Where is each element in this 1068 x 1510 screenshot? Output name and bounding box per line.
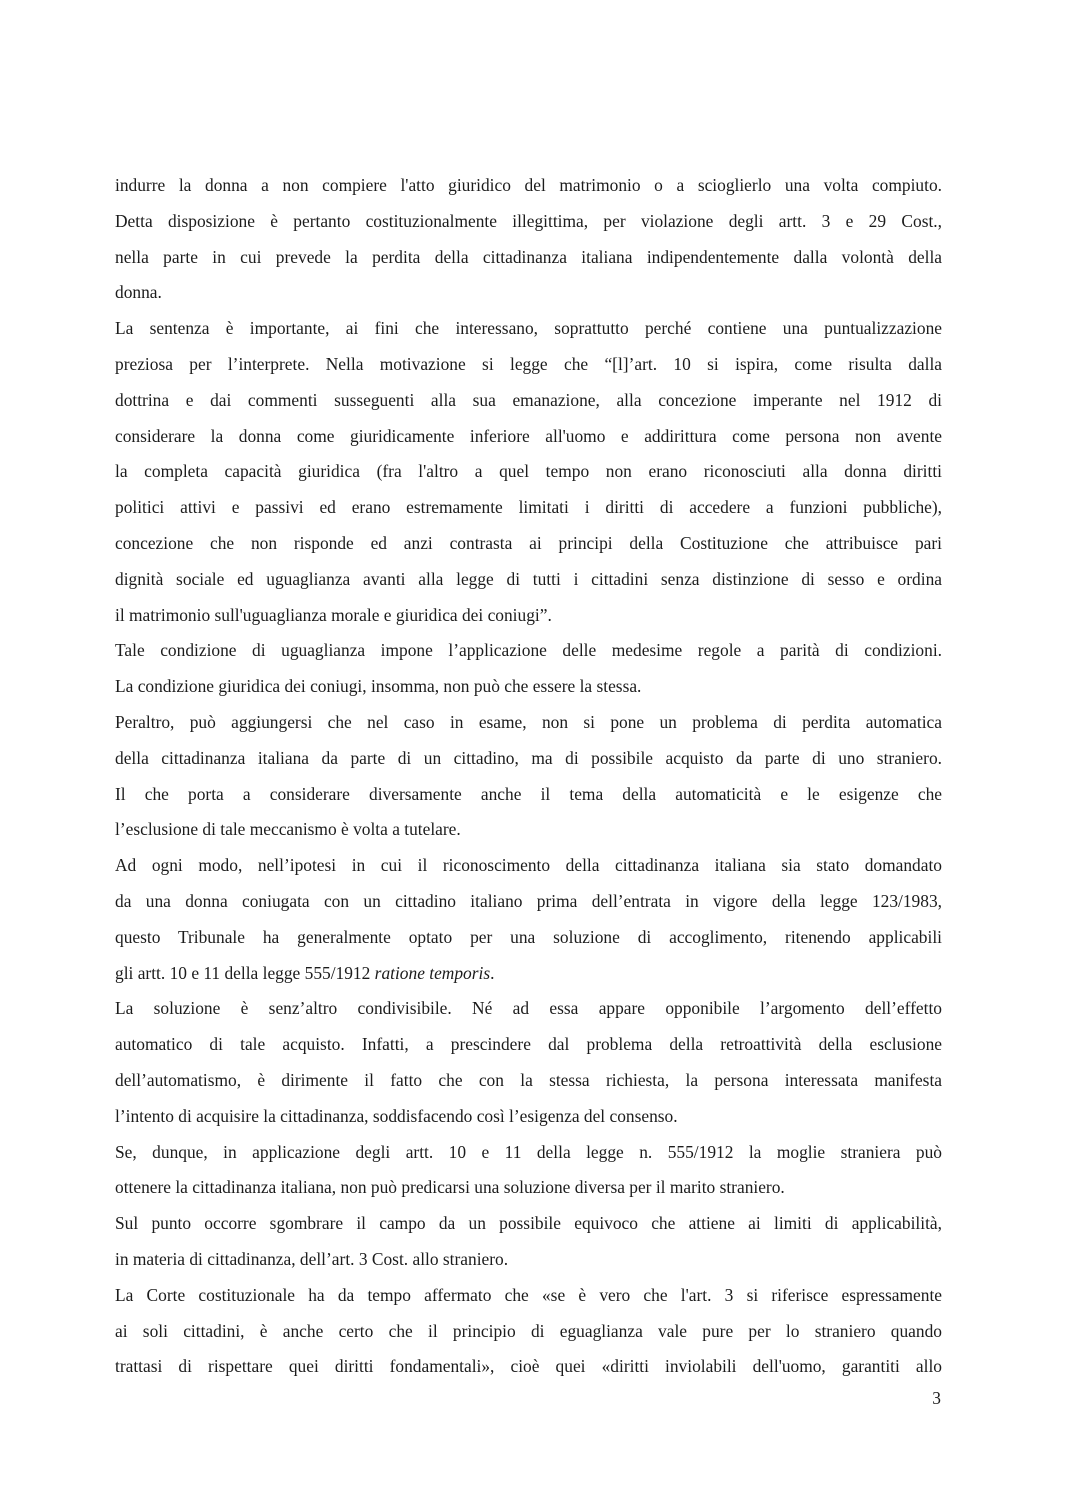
text-line-content: dignità sociale ed uguaglianza avanti alla legge di tutti i cittadini senza distinzione di sesso e ordina xyxy=(115,568,942,589)
text-line xyxy=(115,705,942,741)
text-line xyxy=(115,991,942,1027)
text-line-content: il matrimonio sull'uguaglianza morale e giuridica dei coniugi”. xyxy=(115,604,552,625)
text-line-content: l’intento di acquisire la cittadinanza, soddisfacendo così l’esigenza del consenso. xyxy=(115,1105,678,1126)
text-line xyxy=(115,812,942,848)
text-line-content: ottenere la cittadinanza italiana, non può predicarsi una soluzione diversa per il marito straniero. xyxy=(115,1177,785,1198)
text-line xyxy=(115,419,942,455)
italic-phrase: ratione temporis xyxy=(374,962,491,983)
text-line-content: Peraltro, può aggiungersi che nel caso in esame, non si pone un problema di perdita automatica xyxy=(115,711,942,732)
text-line xyxy=(115,204,942,240)
text-line xyxy=(115,168,942,204)
text-line-content: gli artt. 10 e 11 della legge 555/1912 xyxy=(115,962,375,983)
text-line xyxy=(115,240,942,276)
text-line-content: nella parte in cui prevede la perdita della cittadinanza italiana indipendentemente dalla volontà della xyxy=(115,246,942,267)
text-line xyxy=(115,347,942,383)
text-line-content: preziosa per l’interprete. Nella motivazione si legge che “[l]’art. 10 si ispira, come risulta dalla xyxy=(115,353,942,374)
text-line xyxy=(115,1349,942,1385)
text-line-content: l’esclusione di tale meccanismo è volta a tutelare. xyxy=(115,819,461,840)
text-line xyxy=(115,920,942,956)
text-line xyxy=(115,848,942,884)
text-line-content: considerare la donna come giuridicamente inferiore all'uomo e addirittura come persona non avente xyxy=(115,425,942,446)
text-line-content: trattasi di rispettare quei diritti fondamentali», cioè quei «diritti inviolabili dell'uomo, garantiti allo xyxy=(115,1356,942,1377)
text-line xyxy=(115,562,942,598)
text-line xyxy=(115,490,942,526)
text-line-content: dottrina e dai commenti susseguenti alla sua emanazione, alla concezione imperante nel 1912 di xyxy=(115,389,942,410)
text-line-content: dell’automatismo, è dirimente il fatto che con la stessa richiesta, la persona interessata manifesta xyxy=(115,1069,942,1090)
text-line-content: Ad ogni modo, nell’ipotesi in cui il riconoscimento della cittadinanza italiana sia stato domandato xyxy=(115,855,942,876)
text-line-content: La sentenza è importante, ai fini che interessano, soprattutto perché contiene una puntualizzazione xyxy=(115,318,942,339)
text-line-content: della cittadinanza italiana da parte di un cittadino, ma di possibile acquisto da parte di uno straniero. xyxy=(115,747,942,768)
text-line xyxy=(115,275,942,311)
text-line xyxy=(115,1027,942,1063)
text-line-content: Se, dunque, in applicazione degli artt. 10 e 11 della legge n. 555/1912 la moglie straniera può xyxy=(115,1141,942,1162)
text-line-content: La soluzione è senz’altro condivisibile. Né ad essa appare opponibile l’argomento dell’effetto xyxy=(115,998,942,1019)
text-line-content: Il che porta a considerare diversamente anche il tema della automaticità e le esigenze che xyxy=(115,783,942,804)
text-line xyxy=(115,1135,942,1171)
text-line xyxy=(115,956,942,992)
text-line-content: ai soli cittadini, è anche certo che il principio di eguaglianza vale pure per lo straniero quando xyxy=(115,1320,942,1341)
text-line xyxy=(115,884,942,920)
text-line xyxy=(115,777,942,813)
body-text xyxy=(115,168,942,1385)
text-line xyxy=(115,669,942,705)
text-line xyxy=(115,741,942,777)
text-line xyxy=(115,1314,942,1350)
text-line xyxy=(115,526,942,562)
text-line xyxy=(115,598,942,634)
text-line xyxy=(115,633,942,669)
text-line-content: La condizione giuridica dei coniugi, insomma, non può che essere la stessa. xyxy=(115,676,642,697)
text-line-content: Tale condizione di uguaglianza impone l’applicazione delle medesime regole a parità di condizioni. xyxy=(115,640,942,661)
text-line xyxy=(115,311,942,347)
text-line xyxy=(115,1099,942,1135)
text-line xyxy=(115,1206,942,1242)
text-line xyxy=(115,454,942,490)
text-line xyxy=(115,1170,942,1206)
text-line-content: Sul punto occorre sgombrare il campo da un possibile equivoco che attiene ai limiti di applicabilità, xyxy=(115,1213,942,1234)
text-line xyxy=(115,1063,942,1099)
text-line-content: automatico di tale acquisto. Infatti, a prescindere dal problema della retroattività della esclusione xyxy=(115,1034,942,1055)
text-line-content: La Corte costituzionale ha da tempo affermato che «se è vero che l'art. 3 si riferisce espressamente xyxy=(115,1284,942,1305)
text-line xyxy=(115,1278,942,1314)
text-line-tail: . xyxy=(490,962,495,983)
text-line-content: questo Tribunale ha generalmente optato per una soluzione di accoglimento, ritenendo applicabili xyxy=(115,926,942,947)
text-line xyxy=(115,1242,942,1278)
page-number: 3 xyxy=(932,1388,941,1408)
text-line-content: donna. xyxy=(115,282,162,303)
text-line-content: la completa capacità giuridica (fra l'altro a quel tempo non erano riconosciuti alla donna diritti xyxy=(115,461,942,482)
text-line-content: Detta disposizione è pertanto costituzionalmente illegittima, per violazione degli artt. 3 e 29 Cost., xyxy=(115,210,942,231)
text-line-content: politici attivi e passivi ed erano estremamente limitati i diritti di accedere a funzioni pubbliche), xyxy=(115,497,942,518)
text-line-content: indurre la donna a non compiere l'atto giuridico del matrimonio o a scioglierlo una volta compiuto. xyxy=(115,175,942,195)
text-line-content: concezione che non risponde ed anzi contrasta ai principi della Costituzione che attribuisce pari xyxy=(115,532,942,553)
text-line-content: in materia di cittadinanza, dell’art. 3 Cost. allo straniero. xyxy=(115,1248,509,1269)
text-line-content: da una donna coniugata con un cittadino italiano prima dell’entrata in vigore della legge 123/1983, xyxy=(115,890,942,911)
text-line xyxy=(115,383,942,419)
